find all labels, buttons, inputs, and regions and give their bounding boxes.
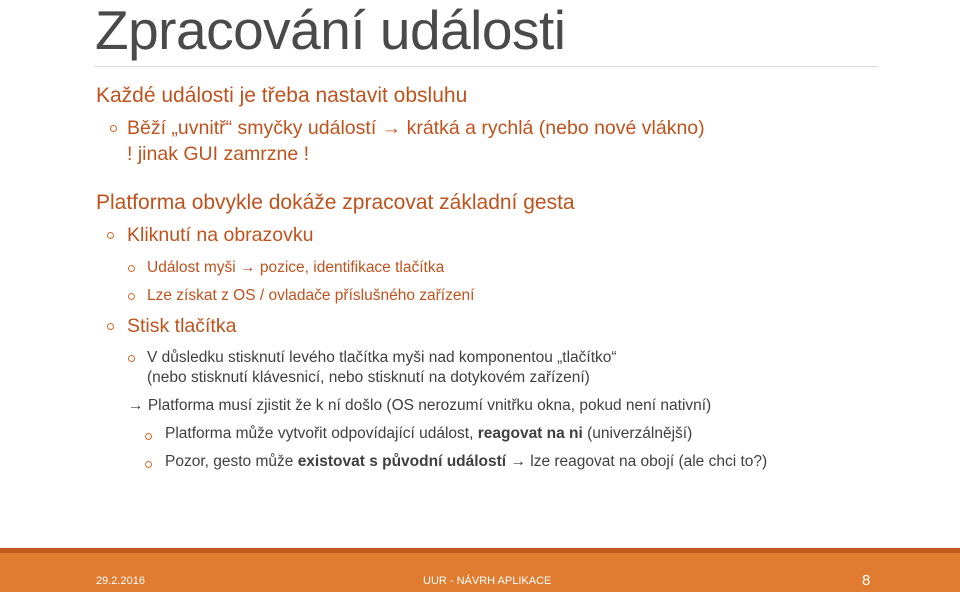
list-item-text: lze reagovat na obojí (ale chci to?) (530, 453, 768, 470)
list-item-text: krátká a rychlá (nebo nové vlákno) (406, 117, 705, 139)
bullet-icon (107, 323, 114, 330)
section-heading-gestures: Platforma obvykle dokáže zpracovat základní gesta (96, 191, 575, 214)
bullet-icon (145, 461, 152, 468)
list-item-button-press: Stisk tlačítka (127, 315, 237, 337)
bullet-icon (128, 293, 135, 300)
list-item-press-line1: V důsledku stisknutí levého tlačítka myši nad komponentou „tlačítko“ (147, 349, 617, 366)
bullet-icon (128, 265, 135, 272)
title-divider (95, 66, 878, 67)
arrow-right-icon: → (510, 453, 526, 470)
footer-band-accent (0, 548, 960, 553)
list-item-mouse-event (147, 259, 444, 277)
list-item-text: Událost myši (147, 259, 236, 276)
list-item-runs-inside-loop (127, 117, 705, 140)
slide-title: Zpracování události (95, 0, 566, 61)
list-item-press-line2: (nebo stisknutí klávesnicí, nebo stisknutí na dotykovém zařízení) (147, 369, 590, 386)
arrow-right-icon: → (240, 259, 256, 276)
footer-title: UUR - NÁVRH APLIKACE (423, 575, 552, 587)
page-number: 8 (862, 572, 871, 589)
list-item-text: Pozor, gesto může (165, 453, 294, 470)
list-item-emphasis: reagovat na ni (477, 425, 583, 442)
list-item-emphasis: existovat s původní událostí (297, 453, 507, 470)
bullet-icon (128, 355, 135, 362)
arrow-right-icon: → (128, 397, 144, 414)
arrow-right-icon: → (381, 117, 402, 139)
section-heading-event-handler: Každé události je třeba nastavit obsluhu (96, 84, 468, 107)
bullet-icon (107, 232, 114, 239)
footer-date: 29.2.2016 (96, 575, 145, 587)
list-item-text: Platforma může vytvořit odpovídající událost, (165, 425, 474, 442)
list-item-text: pozice, identifikace tlačítka (259, 259, 445, 276)
bullet-icon (145, 433, 152, 440)
list-item-text: Běží „uvnitř“ smyčky událostí (127, 117, 377, 139)
consequence-text: Platforma musí zjistit že k ní došlo (OS nerozumí vnitřku okna, pokud není nativní) (147, 397, 712, 414)
list-item-text: (univerzálnější) (587, 425, 693, 442)
bullet-icon (110, 125, 117, 132)
list-item-from-os: Lze získat z OS / ovladače příslušného zařízení (147, 287, 475, 304)
list-item-create-event (165, 425, 692, 443)
list-item-click: Kliknutí na obrazovku (127, 224, 314, 246)
list-item-continuation: ! jinak GUI zamrzne ! (127, 143, 310, 165)
consequence-line (128, 397, 711, 415)
list-item-gesture-warning (165, 453, 767, 471)
